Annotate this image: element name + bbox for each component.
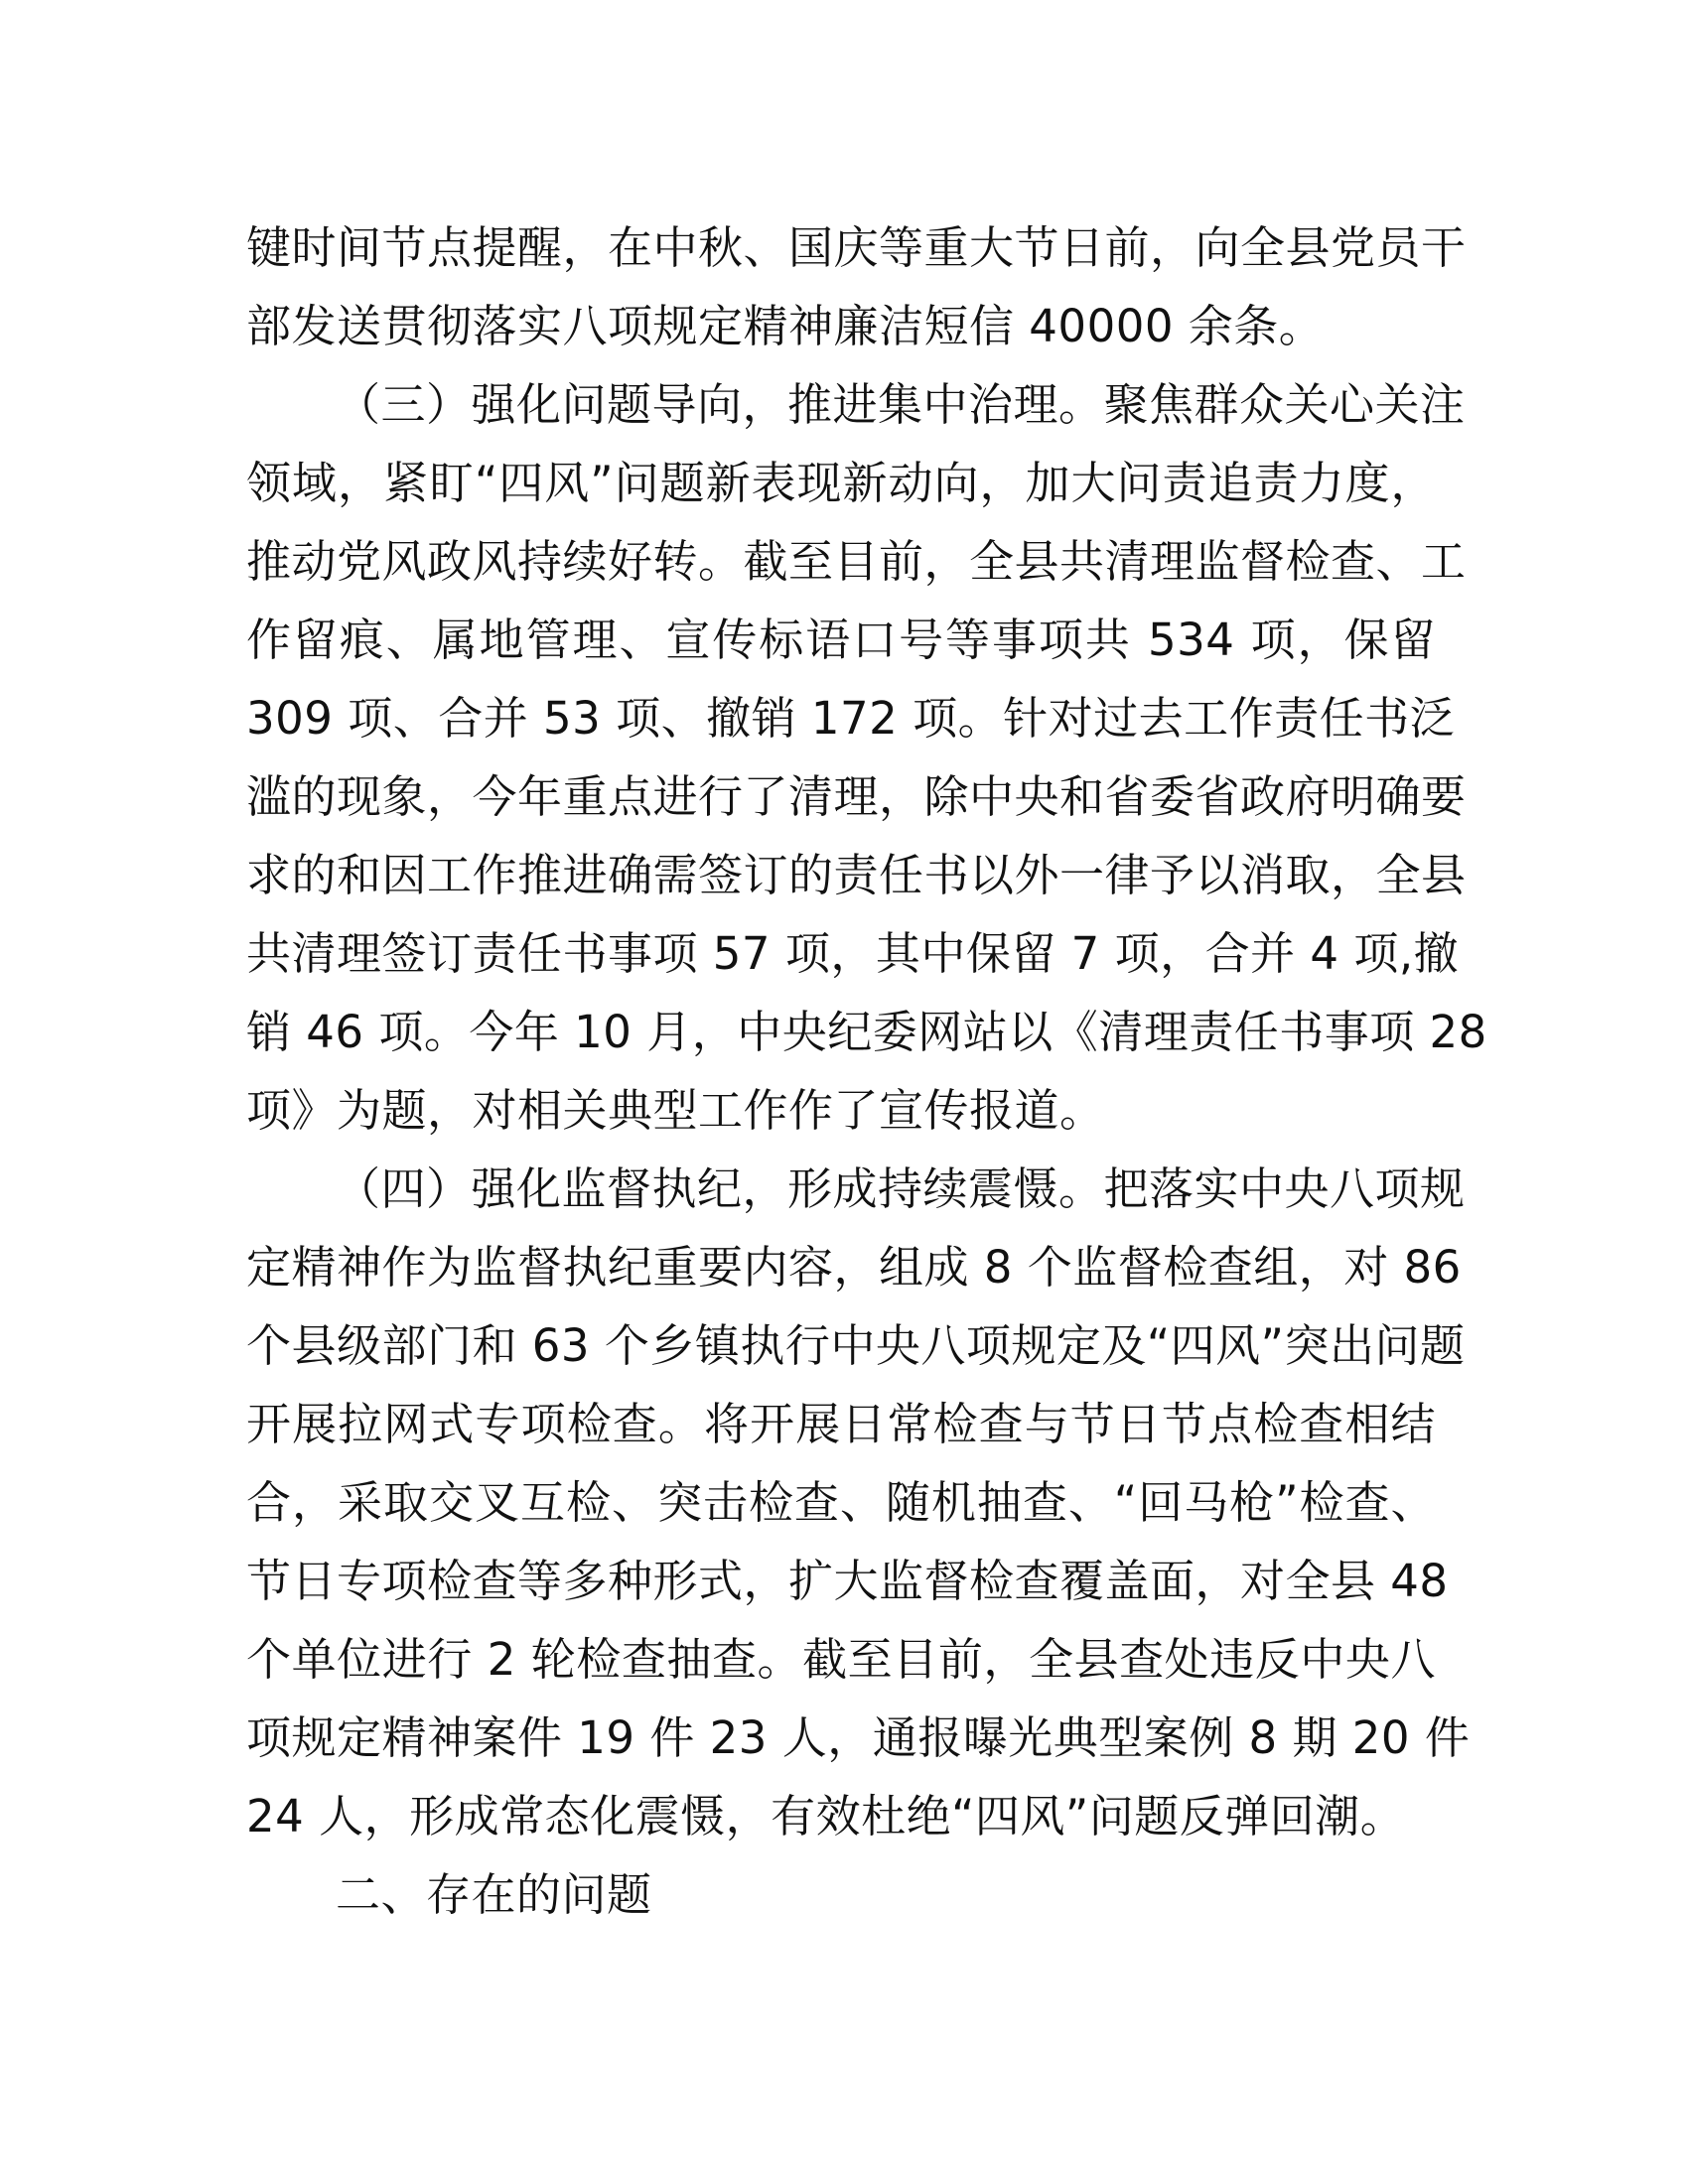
- text-line: 共清理签订责任书事项 57 项，其中保留 7 项，合并 4 项,撤: [246, 927, 1460, 980]
- text-line: 销 46 项。今年 10 月，中央纪委网站以《清理责任书事项 28: [246, 1006, 1487, 1058]
- text-line: 键时间节点提醒，在中秋、国庆等重大节日前，向全县党员干: [246, 221, 1467, 274]
- text-line: 309 项、合并 53 项、撤销 172 项。针对过去工作责任书泛: [246, 692, 1456, 745]
- text-line: 滥的现象，今年重点进行了清理，除中央和省委省政府明确要: [246, 770, 1467, 823]
- chapter-heading: 二、存在的问题: [336, 1868, 652, 1921]
- text-line: 项规定精神案件 19 件 23 人，通报曝光典型案例 8 期 20 件: [246, 1711, 1471, 1764]
- text-line: 部发送贯彻落实八项规定精神廉洁短信 40000 余条。: [246, 300, 1325, 352]
- text-line: 开展拉网式专项检查。将开展日常检查与节日节点检查相结: [246, 1398, 1436, 1450]
- text-line: 定精神作为监督执纪重要内容，组成 8 个监督检查组，对 86: [246, 1241, 1462, 1294]
- text-line: 合，采取交叉互检、突击检查、随机抽查、“回马枪”检查、: [246, 1476, 1436, 1529]
- section-heading-line: （三）强化问题导向，推进集中治理。聚焦群众关心关注: [336, 378, 1466, 431]
- section-heading-line: （四）强化监督执纪，形成持续震慑。把落实中央八项规: [336, 1162, 1466, 1215]
- text-line: 作留痕、属地管理、宣传标语口号等事项共 534 项，保留: [246, 614, 1436, 666]
- text-line: 推动党风政风持续好转。截至目前，全县共清理监督检查、工: [246, 535, 1467, 588]
- text-line: 节日专项检查等多种形式，扩大监督检查覆盖面，对全县 48: [246, 1555, 1449, 1607]
- text-line: 求的和因工作推进确需签订的责任书以外一律予以消取，全县: [246, 849, 1467, 901]
- text-line: 领域，紧盯“四风”问题新表现新动向，加大问责追责力度，: [246, 457, 1436, 509]
- text-line: 24 人，形成常态化震慑，有效杜绝“四风”问题反弹回潮。: [246, 1790, 1406, 1843]
- text-line: 项》为题，对相关典型工作作了宣传报道。: [246, 1084, 1105, 1137]
- text-line: 个县级部门和 63 个乡镇执行中央八项规定及“四风”突出问题: [246, 1319, 1466, 1372]
- text-line: 个单位进行 2 轮检查抽查。截至目前，全县查处违反中央八: [246, 1633, 1436, 1686]
- document-body: [246, 208, 1487, 1934]
